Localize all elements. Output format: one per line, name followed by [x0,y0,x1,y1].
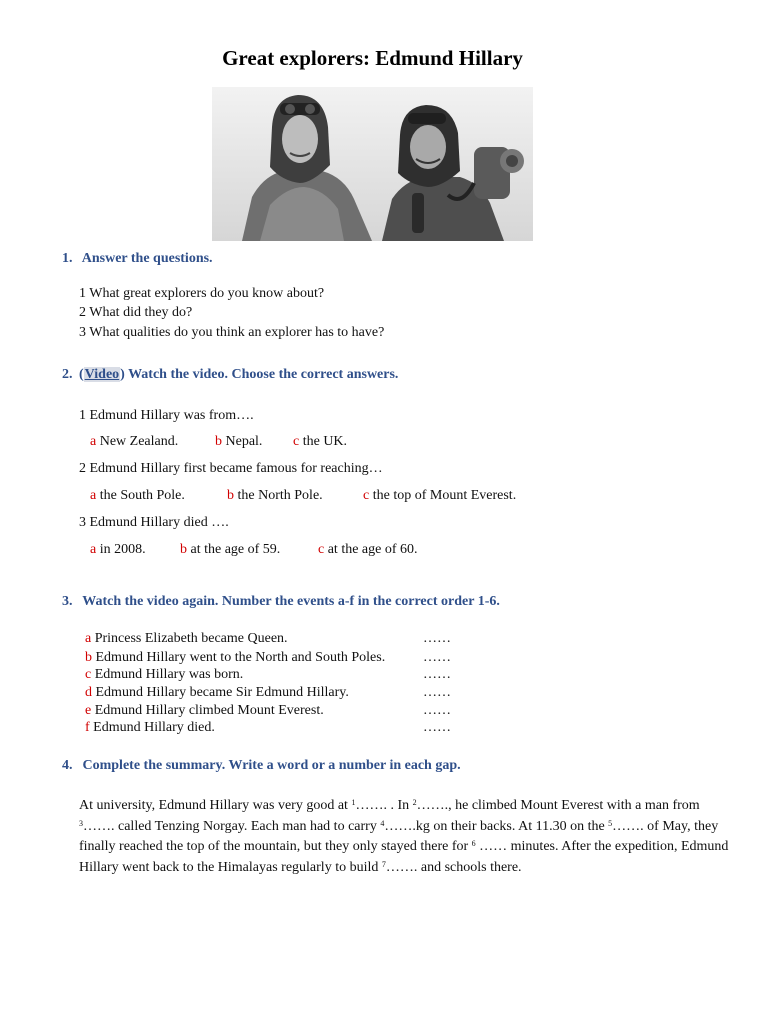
event-d-blank[interactable]: …… [423,685,451,700]
event-d: d Edmund Hillary became Sir Edmund Hillary. [85,685,349,700]
event-e-blank[interactable]: …… [423,703,451,718]
gap-3-number: 3 [79,818,83,828]
explorers-photo [212,87,533,241]
question-3-heading [62,594,500,610]
question-4-heading [62,758,461,774]
gap-5-number: 5 [608,818,613,828]
event-b-blank[interactable]: …… [423,650,451,665]
question-2-close-paren: ) [120,367,125,382]
question-4-title: Complete the summary. Write a word or a number in each gap. [82,758,461,773]
question-2-item-2-stem: 2 Edmund Hillary first became famous for reaching… [79,461,383,476]
gap-2-number: 2 [412,798,417,807]
question-3-title: Watch the video again. Number the events a-f in the correct order 1-6. [82,594,500,609]
event-a-blank[interactable]: …… [423,631,451,646]
question-2-title: Watch the video. Choose the correct answers. [124,367,399,382]
event-f-blank[interactable]: …… [423,720,451,735]
question-4-number: 4. [62,758,73,773]
option-c[interactable]: c the UK. [293,434,348,449]
event-e: e Edmund Hillary climbed Mount Everest. [85,703,324,718]
option-a[interactable]: a New Zealand. [90,434,179,449]
gap-7-number: 7 [381,859,386,869]
question-1-title: Answer the questions. [81,251,213,266]
event-c-blank[interactable]: …… [423,667,451,682]
question-1-heading [62,251,213,267]
question-1-line-1: 1 What great explorers do you know about? [79,286,325,301]
question-2-item-3-stem: 3 Edmund Hillary died …. [79,515,229,530]
question-2-item-1-stem: 1 Edmund Hillary was from…. [79,408,254,423]
option-c[interactable]: c at the age of 60. [318,542,418,557]
video-link[interactable]: Video [84,367,120,382]
event-a: a Princess Elizabeth became Queen. [85,631,288,646]
page-title: Great explorers: Edmund Hillary [222,46,523,70]
summary-paragraph: At university, Edmund Hillary was very good at $^1$……. . In $^2$……., he climbed Mount Everest with a man from $^3$……. called Tenzing Norgay. Each man had to carry $^4$…….kg on their backs. At 11.30 on the $^5$……. of May, they finally reached the top of the mountain, but they only stayed there for $^6$ …… minutes. After the expedition, Edmund Hillary went back to the Himalayas regularly to build $^7$……. and schools there. [79,798,729,875]
question-2-heading [62,367,398,383]
option-a[interactable]: a in 2008. [90,542,146,557]
option-b[interactable]: b at the age of 59. [180,542,281,557]
event-c: c Edmund Hillary was born. [85,667,244,682]
option-a[interactable]: a the South Pole. [90,488,185,503]
event-b: b Edmund Hillary went to the North and South Poles. [85,650,386,665]
option-c[interactable]: c the top of Mount Everest. [363,488,517,503]
question-2-number: 2. [62,367,73,382]
gap-4-number: 4 [380,818,385,828]
question-1-line-3: 3 What qualities do you think an explorer has to have? [79,325,385,340]
question-3-number: 3. [62,594,73,609]
event-f: f Edmund Hillary died. [85,720,215,735]
question-1-number: 1. [62,251,73,266]
gap-1-number: 1 [351,798,356,807]
question-1-line-2: 2 What did they do? [79,305,193,320]
option-b[interactable]: b the North Pole. [227,488,323,503]
question-2-open-paren: ( [79,367,84,382]
option-b[interactable]: b Nepal. [215,434,263,449]
gap-6-number: 6 [471,839,476,849]
